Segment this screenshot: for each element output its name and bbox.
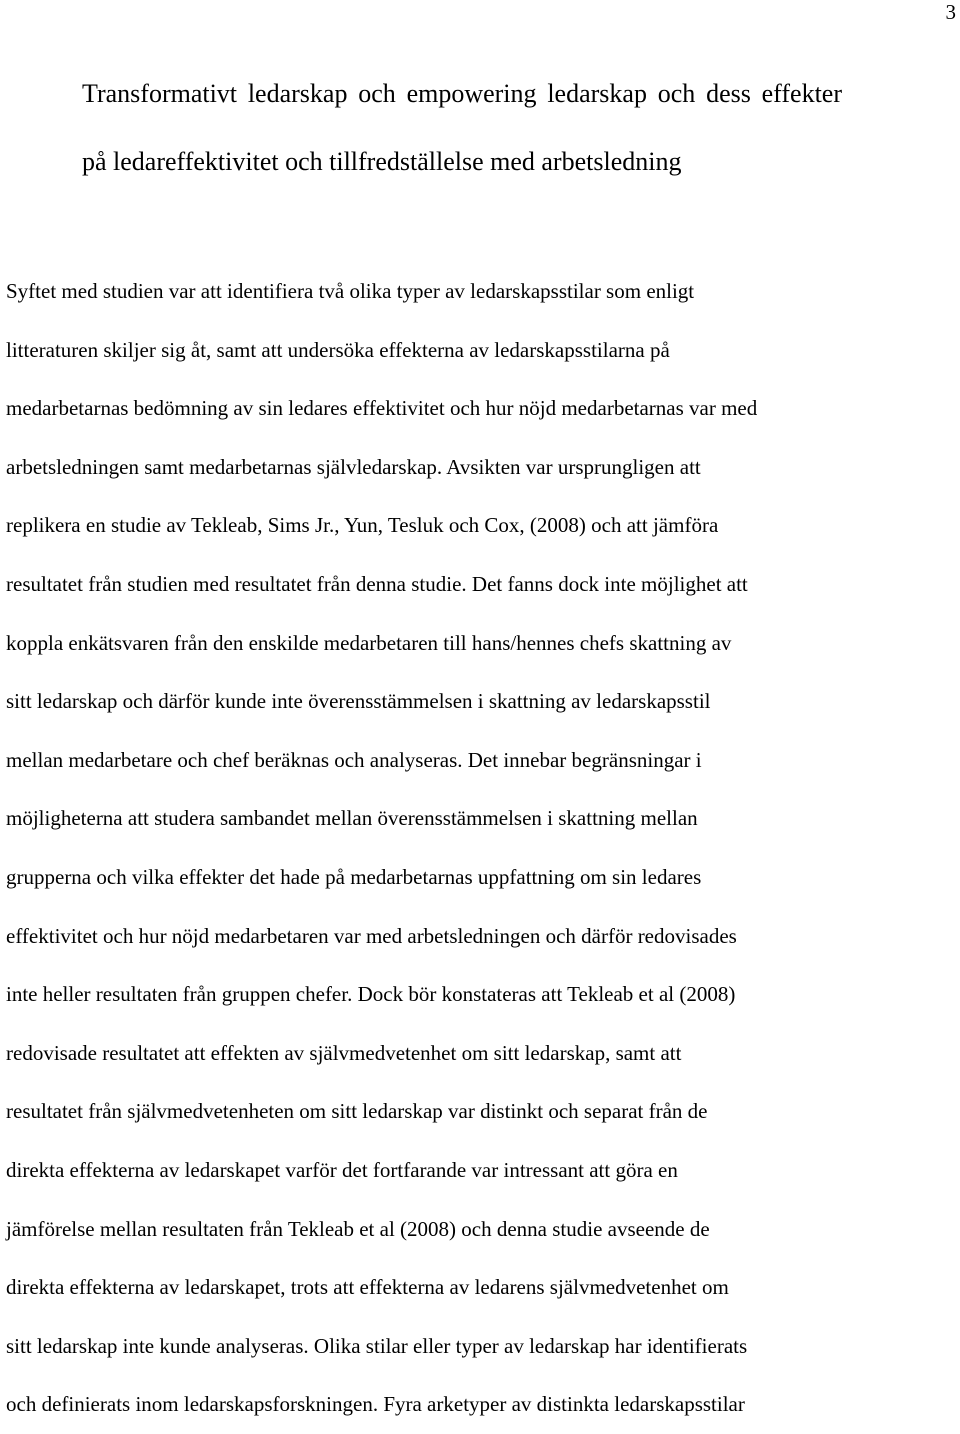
text-line: jämförelse mellan resultaten från Tekleab et al (2008) och denna studie avseende de [6,1216,710,1241]
text-line: effektivitet och hur nöjd medarbetaren var med arbetsledningen och därför redovisades [6,923,737,948]
text-line: inte heller resultaten från gruppen chefer. Dock bör konstateras att Tekleab et al (2008) [6,982,736,1007]
text-line: koppla enkätsvaren från den enskilde medarbetaren till hans/hennes chefs skattning av [6,630,732,655]
text-line: mellan medarbetare och chef beräknas och analyseras. Det innebar begränsningar i [6,747,702,772]
text-line: replikera en studie av Tekleab, Sims Jr., Yun, Tesluk och Cox, (2008) och att jämföra [6,513,719,538]
text-line: och definierats inom ledarskapsforskningen. Fyra arketyper av distinkta ledarskapsstilar [6,1392,745,1417]
text-line: sitt ledarskap inte kunde analyseras. Olika stilar eller typer av ledarskap har identifierats [6,1333,748,1358]
text-line: sitt ledarskap och därför kunde inte överensstämmelsen i skattning av ledarskapsstil [6,689,711,714]
body-paragraph [6,262,916,1434]
text-line: resultatet från studien med resultatet från denna studie. Det fanns dock inte möjlighet att [6,571,748,596]
text-line: möjligheterna att studera sambandet mellan överensstämmelsen i skattning mellan [6,806,698,831]
text-line: grupperna och vilka effekter det hade på medarbetarnas uppfattning om sin ledares [6,864,702,889]
text-line: medarbetarnas bedömning av sin ledares effektivitet och hur nöjd medarbetarnas var med [6,396,758,421]
text-line: resultatet från självmedvetenheten om sitt ledarskap var distinkt och separat från de [6,1099,708,1124]
text-line: arbetsledningen samt medarbetarnas självledarskap. Avsikten var ursprungligen att [6,454,701,479]
text-line: litteraturen skiljer sig åt, samt att undersöka effekterna av ledarskapsstilarna på [6,337,670,362]
text-line: redovisade resultatet att effekten av självmedvetenhet om sitt ledarskap, samt att [6,1040,682,1065]
page-number: 3 [945,0,956,24]
text-line: Syftet med studien var att identifiera två olika typer av ledarskapsstilar som enligt [6,279,695,303]
page-title: Transformativt ledarskap och empowering ledarskap och dess effekter på ledareffektivitet och tillfredställelse med arbetsledning [82,79,842,176]
text-line: direkta effekterna av ledarskapet varför det fortfarande var intressant att göra en [6,1157,678,1182]
text-line: direkta effekterna av ledarskapet, trots att effekterna av ledarens självmedvetenhet om [6,1275,729,1300]
